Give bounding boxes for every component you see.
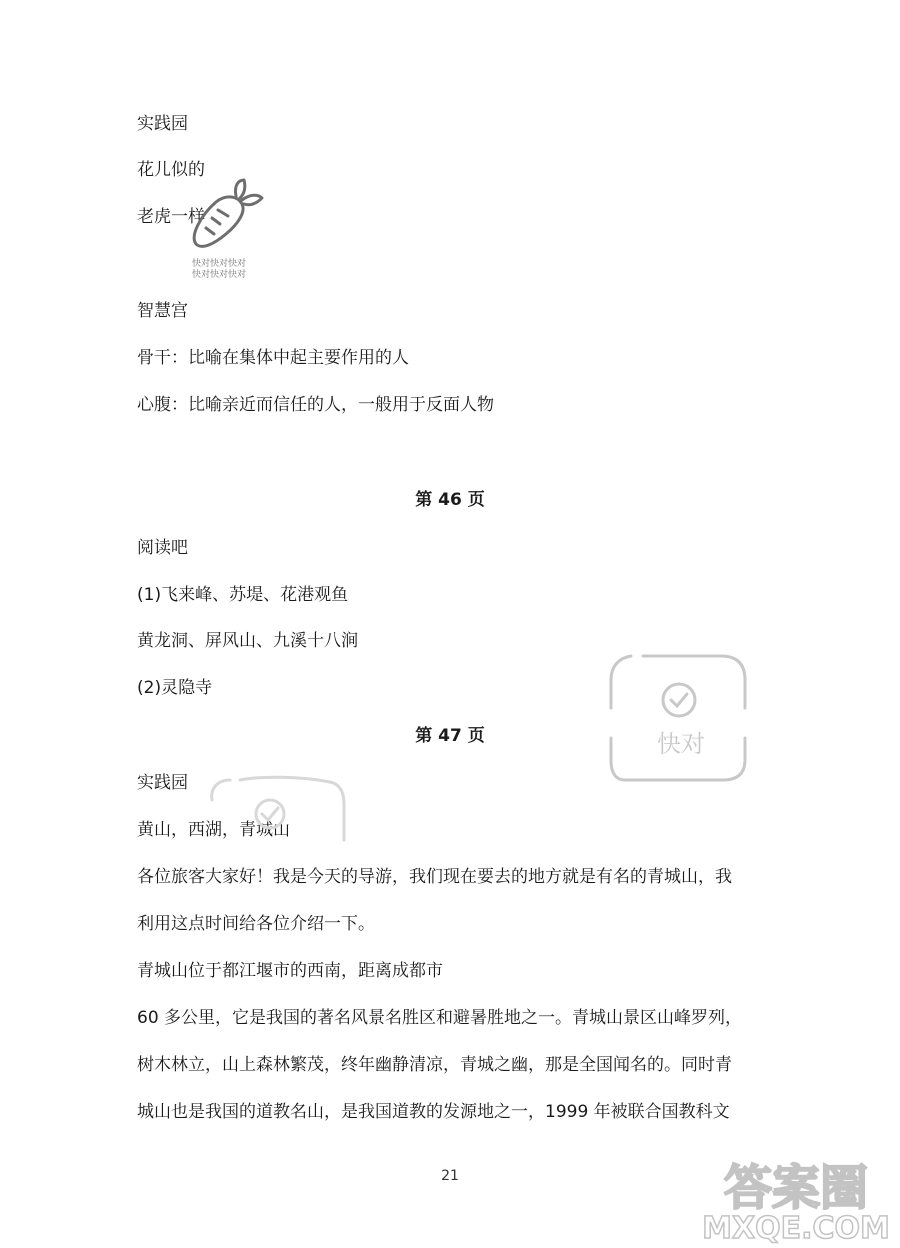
answer-line: 老虎一样 (137, 207, 205, 227)
stamp-watermark-text: 快对 (657, 730, 705, 758)
paragraph-line: 利用这点时间给各位介绍一下。 (137, 914, 375, 934)
paragraph-line: 树木林立，山上森林繁茂，终年幽静清凉，青城之幽，那是全国闻名的。同时青 (137, 1055, 732, 1075)
paragraph-line: 城山也是我国的道教名山，是我国道教的发源地之一，1999 年被联合国教科文 (137, 1102, 730, 1122)
corner-logo-text: 答案圈 (723, 1160, 869, 1216)
section-label-practice: 实践园 (137, 773, 188, 793)
page-heading-47: 第 47 页 (415, 726, 485, 746)
corner-logo-url: MXQE.COM (702, 1211, 890, 1244)
answer-line: 黄山，西湖，青城山 (137, 820, 290, 840)
paragraph-line: 60 多公里，它是我国的著名风景名胜区和避暑胜地之一。青城山景区山峰罗列， (137, 1008, 743, 1028)
carrot-watermark-icon (182, 172, 272, 260)
paragraph-line: 各位旅客大家好！我是今天的导游，我们现在要去的地方就是有名的青城山，我 (137, 867, 732, 887)
stamp-watermark-icon (603, 648, 753, 788)
page-number: 21 (441, 1168, 459, 1184)
answer-line: 花儿似的 (137, 160, 205, 180)
section-label-practice: 实践园 (137, 114, 188, 134)
carrot-watermark-text: 快对快对快对 快对快对快对 (192, 259, 247, 280)
answer-line: 心腹：比喻亲近而信任的人，一般用于反面人物 (137, 395, 494, 415)
answer-line: (2)灵隐寺 (137, 678, 213, 698)
answer-line: (1)飞来峰、苏堤、花港观鱼 (137, 585, 349, 605)
answer-line: 骨干：比喻在集体中起主要作用的人 (137, 348, 409, 368)
answer-circle-logo-icon (696, 1152, 896, 1244)
section-label-reading: 阅读吧 (137, 538, 188, 558)
stamp-watermark-faint-icon (200, 770, 350, 860)
section-label-wisdom: 智慧宫 (137, 301, 188, 321)
page-heading-46: 第 46 页 (415, 490, 485, 510)
answer-line: 黄龙洞、屏风山、九溪十八涧 (137, 631, 358, 651)
paragraph-line: 青城山位于都江堰市的西南，距离成都市 (137, 961, 443, 981)
